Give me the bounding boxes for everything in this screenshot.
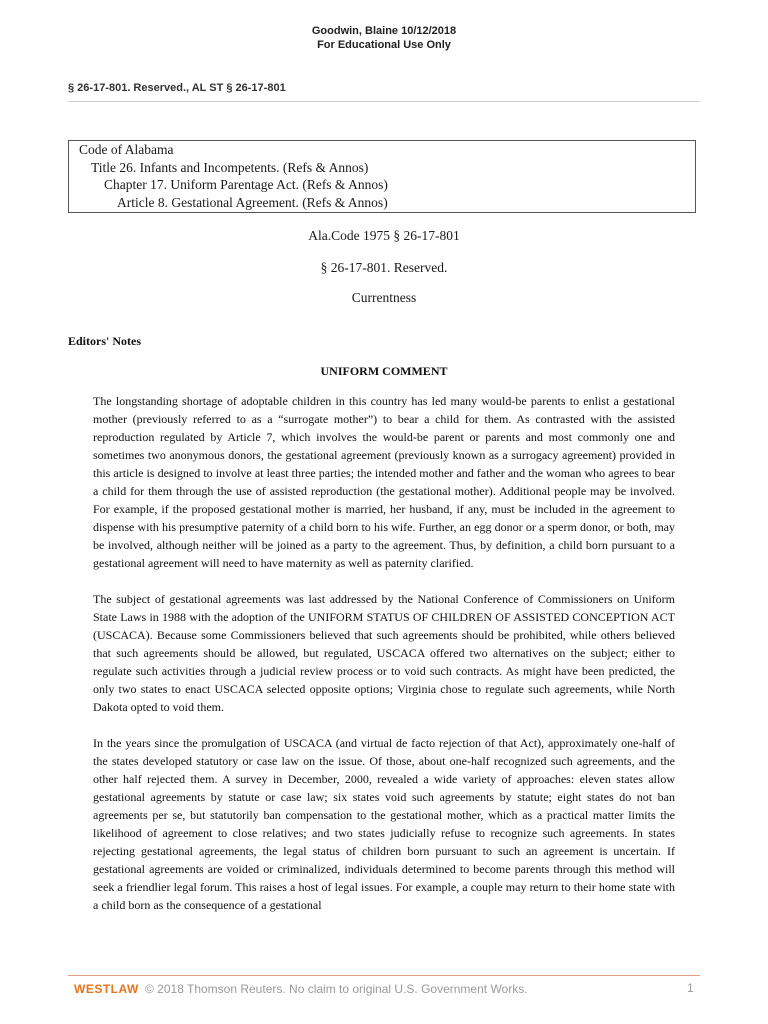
footer-copyright: © 2018 Thomson Reuters. No claim to original U.S. Government Works. [145,982,528,996]
document-citation: § 26-17-801. Reserved., AL ST § 26-17-801 [68,82,286,94]
footer-divider [68,975,700,976]
comment-paragraph: The subject of gestational agreements was last addressed by the National Conference of Commissioners on Uniform State Laws in 1988 with the adoption of the UNIFORM STATUS OF CHILDREN OF ASSISTED CONCEPTION ACT (USCACA). Because some Commissioners believed that such agreements should be prohibited, while others believed that such agreements should be allowed, but regulated, USCACA offered two alternatives on the subject; either to regulate such activities through a judicial review process or to void such contracts. As might have been predicted, the only two states to enact USCACA selected opposite options; Virginia chose to regulate such agreements, while North Dakota opted to void them. [93,592,675,714]
toc-article[interactable]: Article 8. Gestational Agreement. (Refs & Annos) [117,194,388,210]
comment-paragraph: The longstanding shortage of adoptable children in this country has led many would-be parents to enlist a gestational mother (previously referred to as a “surrogate mother”) to bear a child for them. As contrasted with the assisted reproduction regulated by Article 7, which involves the would-be parent or parents and most commonly one and sometimes two anonymous donors, the gestational agreement (previously known as a surrogacy agreement) provided in this article is designed to involve at least three parties; the intended mother and father and the woman who agrees to bear a child for them through the use of assisted reproduction (the gestational mother). Additional people may be involved. For example, if the proposed gestational mother is married, her husband, if any, must be included in the agreement to dispense with his presumptive paternity of a child born to his wife. Further, an egg donor or a sperm donor, or both, may be involved, although neither will be joined as a party to the agreement. Thus, by definition, a child born pursuant to a gestational agreement will need to have maternity as well as paternity clarified. [93,394,675,570]
editors-notes-heading: Editors' Notes [68,334,141,348]
header-user-date: Goodwin, Blaine 10/12/2018 [311,25,457,37]
comment-body [93,392,675,932]
comment-paragraph: In the years since the promulgation of USCACA (and virtual de facto rejection of that Act), approximately one-half of the states developed statutory or case law on the issue. Of those, about one-half recognized such agreements, and the other half rejected them. A survey in December, 2000, revealed a wide variety of approaches: eleven states allow gestational agreements by statute or case law; six states void such agreements by statute; eight states do not ban agreements per se, but statutorily ban compensation to the gestational mother, which as a practical matter limits the likelihood of agreement to close relatives; and two states judicially refuse to recognize such agreements. In states rejecting gestational agreements, the legal status of children born pursuant to such an agreement is uncertain. If gestational agreements are voided or criminalized, individuals determined to become parents through this method will seek a friendlier legal forum. This raises a host of legal issues. For example, a couple may return to their home state with a child born as the consequence of a gestational [93,736,675,912]
page-header [0,24,768,52]
section-title: § 26-17-801. Reserved. [320,260,448,275]
toc-code[interactable]: Code of Alabama [79,142,174,157]
toc-title[interactable]: Title 26. Infants and Incompetents. (Refs & Annos) [91,159,369,175]
westlaw-logo: WESTLAW [74,982,139,996]
header-use-notice: For Educational Use Only [317,39,451,51]
toc-box [68,140,696,213]
header-divider [68,101,700,102]
uniform-comment-heading: UNIFORM COMMENT [320,364,448,378]
currentness-link[interactable]: Currentness [351,290,417,305]
toc-chapter[interactable]: Chapter 17. Uniform Parentage Act. (Refs & Annos) [104,177,388,192]
code-reference: Ala.Code 1975 § 26-17-801 [308,228,460,243]
page-number: 1 [687,981,694,995]
